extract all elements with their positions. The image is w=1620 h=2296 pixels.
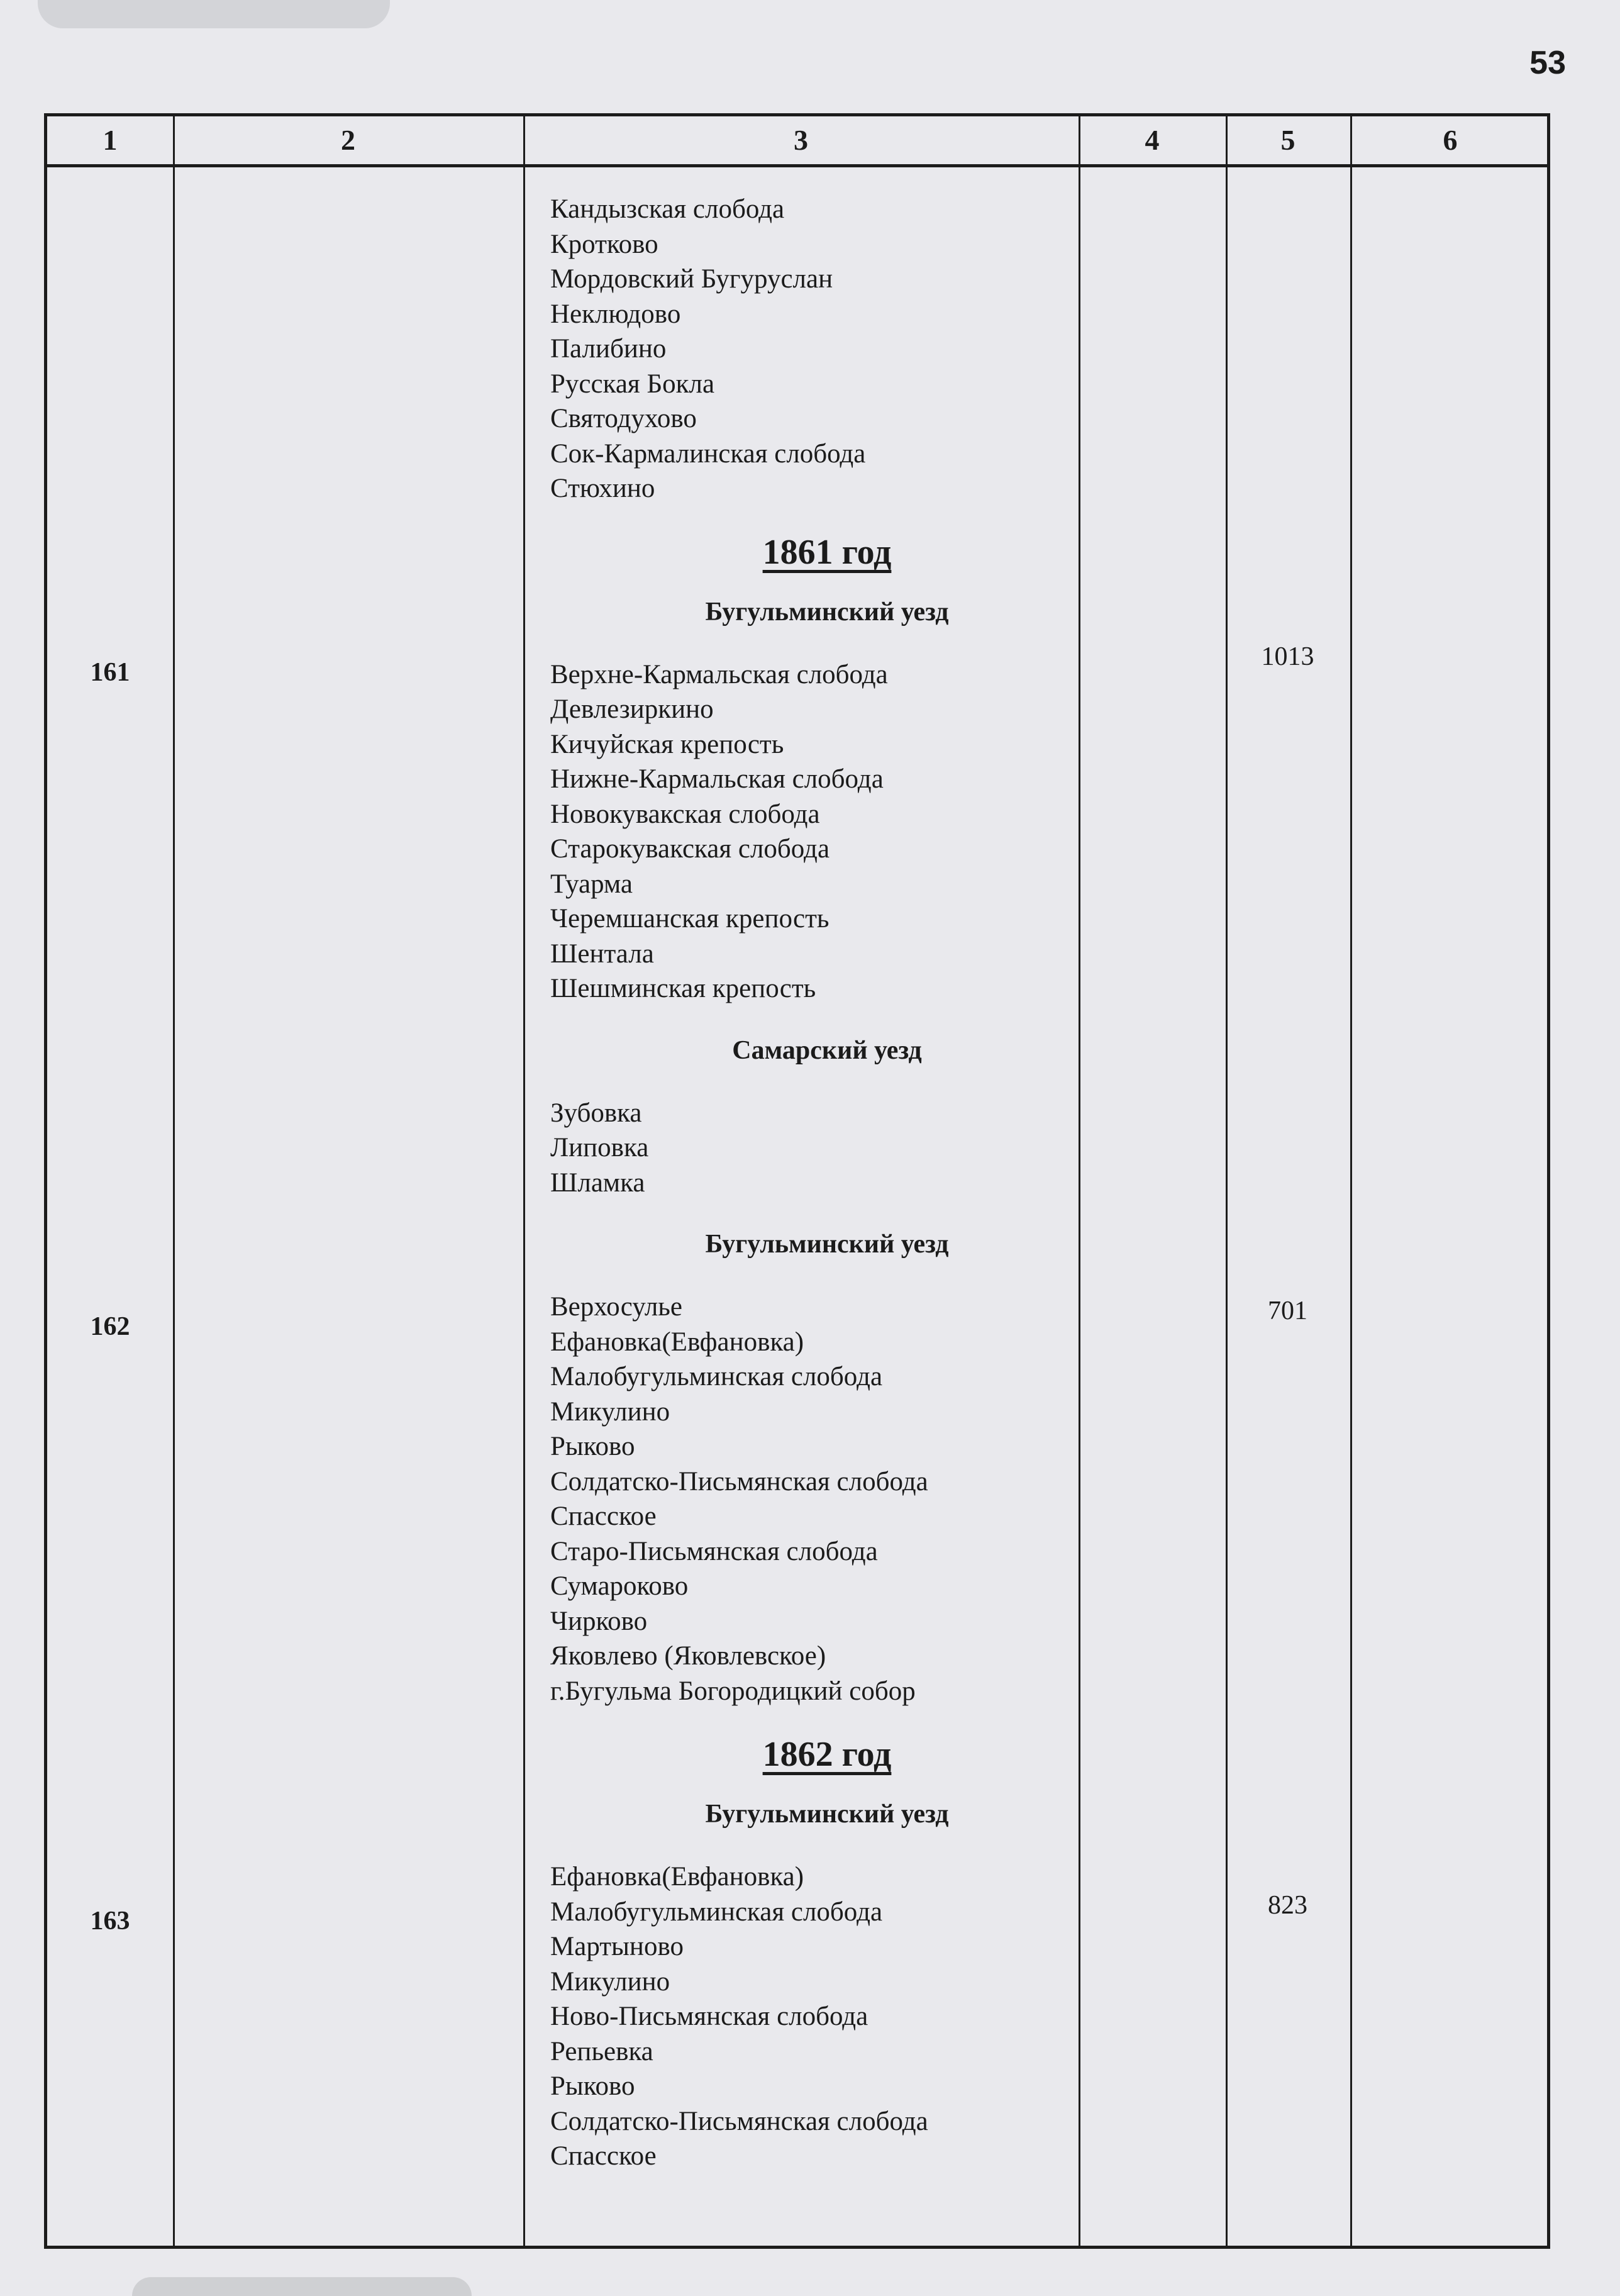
list-item: Малобугульминская слобода — [550, 1897, 883, 1927]
row-number: 161 — [90, 658, 130, 687]
column-header-6: 6 — [1443, 124, 1458, 156]
list-item: Девлезиркино — [550, 694, 714, 724]
list-item: Кичуйская крепость — [550, 729, 784, 759]
list-item: Верхне-Кармальская слобода — [550, 659, 888, 689]
list-item: Ефановка(Евфановка) — [550, 1327, 804, 1357]
page-number: 53 — [1529, 45, 1566, 81]
list-item: Неклюдово — [550, 299, 681, 329]
list-item: Ефановка(Евфановка) — [550, 1862, 804, 1892]
register-table — [44, 113, 1550, 2249]
list-item: Шламка — [550, 1168, 645, 1198]
row-number: 162 — [90, 1312, 130, 1341]
list-item: г.Бугульма Богородицкий собор — [550, 1676, 916, 1706]
page-edge-shadow — [132, 2277, 472, 2296]
row-total: 823 — [1268, 1891, 1307, 1920]
list-item: Ново-Письмянская слобода — [550, 2002, 868, 2031]
year-heading: 1862 год — [762, 1735, 892, 1774]
uezd-heading: Бугульминский уезд — [705, 1230, 949, 1259]
list-item: Черемшанская крепость — [550, 904, 829, 933]
list-item: Сок-Кармалинская слобода — [550, 438, 866, 469]
list-item: Рыково — [550, 1432, 635, 1461]
row-total: 1013 — [1261, 642, 1314, 671]
list-item: Мордовский Бугуруслан — [550, 264, 833, 294]
list-item: Спасское — [550, 2141, 657, 2171]
row-161-block — [550, 192, 1104, 1200]
list-item: Кандызская слобода — [550, 194, 785, 224]
settlement-list — [550, 192, 1104, 2174]
column-divider — [173, 116, 175, 2246]
list-item: Палибино — [550, 334, 667, 364]
list-item: Сумароково — [550, 1571, 689, 1601]
list-item: Шешминская крепость — [550, 974, 816, 1003]
list-item: Шентала — [550, 939, 654, 969]
uezd-heading: Бугульминский уезд — [705, 597, 949, 627]
column-header-1: 1 — [103, 124, 118, 156]
list-item: Солдатско-Письмянская слобода — [550, 2106, 928, 2136]
list-item: Спасское — [550, 1502, 657, 1531]
column-header-4: 4 — [1145, 124, 1160, 156]
list-item: Яковлево (Яковлевское) — [550, 1641, 826, 1671]
column-divider — [1226, 116, 1228, 2246]
list-item: Старо-Письмянская слобода — [550, 1536, 878, 1566]
table-header-row — [47, 116, 1547, 167]
page-edge-shadow — [38, 0, 390, 28]
list-item: Солдатско-Письмянская слобода — [550, 1466, 928, 1496]
list-item: Микулино — [550, 1396, 670, 1427]
uezd-heading: Бугульминский уезд — [705, 1800, 949, 1829]
list-item: Нижне-Кармальская слобода — [550, 764, 884, 794]
uezd-heading: Самарский уезд — [732, 1035, 922, 1065]
list-item: Новокувакская слобода — [550, 799, 820, 829]
list-item: Рыково — [550, 2071, 635, 2101]
row-162-block — [550, 1200, 1104, 1708]
list-item: Стюхино — [550, 474, 655, 503]
list-item: Малобугульминская слобода — [550, 1362, 883, 1391]
year-heading: 1861 год — [762, 532, 892, 572]
list-item: Репьевка — [550, 2036, 653, 2066]
list-item: Зубовка — [550, 1098, 642, 1128]
column-header-5: 5 — [1280, 124, 1295, 156]
list-item: Мартыново — [550, 1932, 684, 1961]
list-item: Верхосулье — [550, 1292, 682, 1322]
list-item: Микулино — [550, 1966, 670, 1997]
column-header-3: 3 — [794, 124, 808, 156]
row-163-block — [550, 1726, 1104, 2174]
list-item: Кротково — [550, 229, 658, 259]
list-item: Туарма — [550, 869, 633, 899]
list-item: Святодухово — [550, 404, 697, 433]
list-item: Старокувакская слобода — [550, 834, 830, 864]
list-item: Русская Бокла — [550, 369, 715, 399]
list-item: Чирково — [550, 1606, 648, 1636]
list-item: Липовка — [550, 1133, 649, 1162]
column-header-2: 2 — [341, 124, 355, 156]
row-number: 163 — [90, 1907, 130, 1936]
row-total: 701 — [1268, 1296, 1307, 1325]
column-divider — [523, 116, 525, 2246]
column-divider — [1350, 116, 1352, 2246]
